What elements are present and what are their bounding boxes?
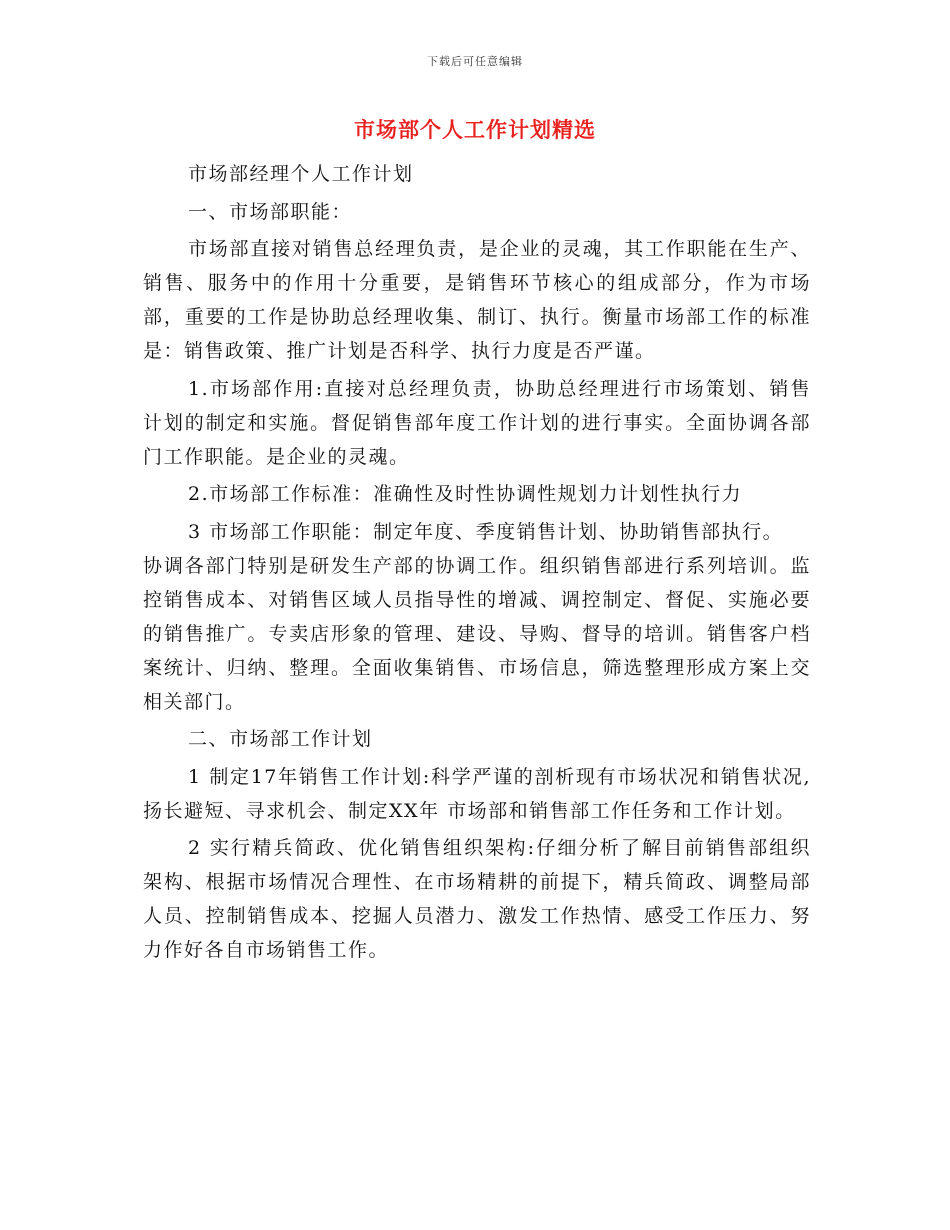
paragraph-plan-1: 1 制定17年销售工作计划:科学严谨的剖析现有市场状况和销售状况,扬长避短、寻求机会、制定XX年 市场部和销售部工作任务和工作计划。 [143, 765, 811, 822]
paragraph-duties-continued: 协调各部门特别是研发生产部的协调工作。组织销售部进行系列培训。监控销售成本、对销售区域人员指导性的增减、调控制定、督促、实施必要的销售推广。专卖店形象的管理、建设、导购、督导的培训。销售客户档案统计、归纳、整理。全面收集销售、市场信息，筛选整理形成方案上交相关部门。 [143, 554, 811, 713]
subtitle-paragraph: 市场部经理个人工作计划 [188, 163, 414, 185]
paragraph-standards: 2.市场部工作标准：准确性及时性协调性规划力计划性执行力 [188, 483, 743, 505]
section-heading-functions: 一、市场部职能： [188, 200, 353, 223]
paragraph-overview: 市场部直接对销售总经理负责，是企业的灵魂，其工作职能在生产、销售、服务中的作用十分重要，是销售环节核心的组成部分，作为市场部，重要的工作是协助总经理收集、制订、执行。衡量市场部工作的标准是：销售政策、推广计划是否科学、执行力度是否严谨。 [143, 238, 811, 362]
paragraph-role: 1.市场部作用:直接对总经理负责，协助总经理进行市场策划、销售计划的制定和实施。督促销售部年度工作计划的进行事实。全面协调各部门工作职能。是企业的灵魂。 [143, 377, 811, 468]
section-heading-plan: 二、市场部工作计划 [188, 728, 373, 750]
document-title: 市场部个人工作计划精选 [354, 117, 596, 142]
document-body [143, 157, 811, 971]
paragraph-duties: 3 市场部工作职能：制定年度、季度销售计划、协助销售部执行。 [188, 520, 784, 543]
paragraph-plan-2: 2 实行精兵简政、优化销售组织架构:仔细分析了解目前销售部组织架构、根据市场情况合理性、在市场精耕的前提下，精兵简政、调整局部人员、控制销售成本、挖掘人员潜力、激发工作热情、感受工作压力、努力作好各自市场销售工作。 [143, 837, 811, 961]
page-header-note: 下载后可任意编辑 [427, 55, 523, 68]
